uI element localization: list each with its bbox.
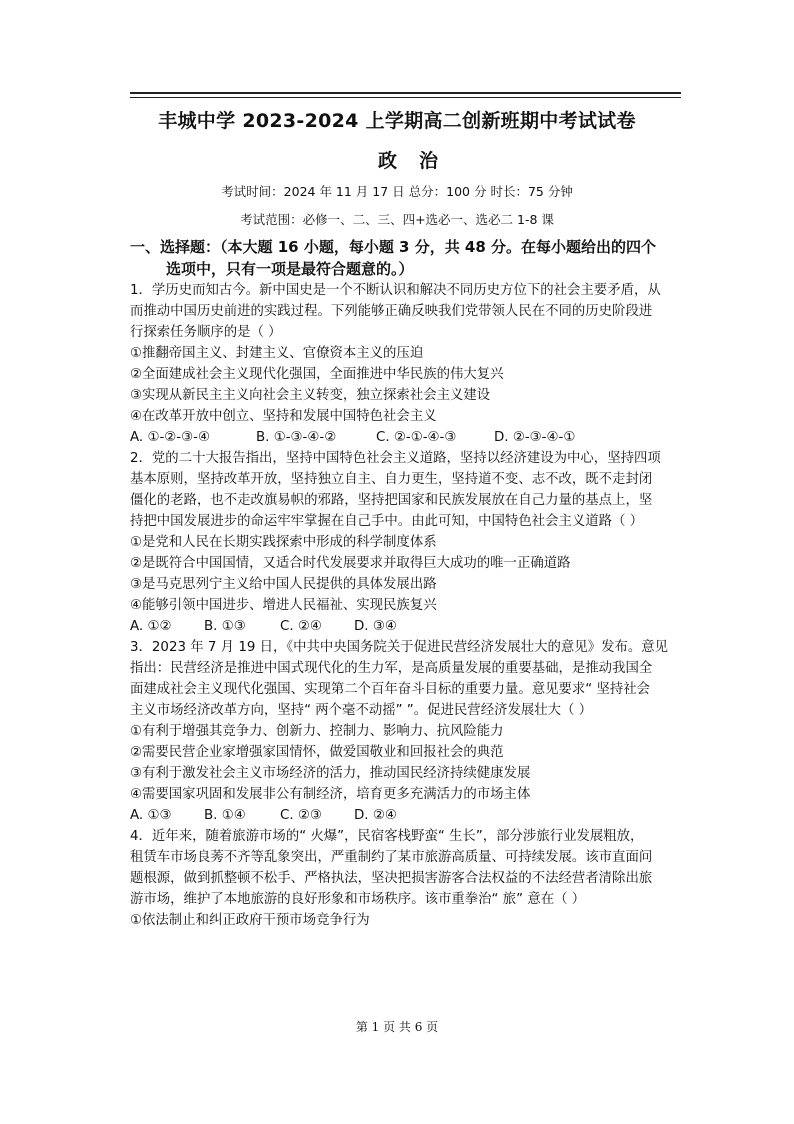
option-b: B. ①④ [204,808,246,823]
question-stem-line: 4．近年来，随着旅游市场的“ 火爆”，民宿客栈野蛮“ 生长”，部分涉旅行业发展粗放， [130,829,644,844]
option-a: A. ①③ [130,808,172,823]
statement-item: ④能够引领中国进步、增进人民福祉、实现民族复兴 [130,598,437,613]
option-c: C. ②④ [280,619,322,634]
question-stem-line: 行探索任务顺序的是（ ） [130,325,282,340]
question-list [130,280,690,931]
question-stem-line: 僵化的老路，也不走改旗易帜的邪路，坚持把国家和民族发展放在自己力量的基点上，坚 [130,493,653,508]
option-d: D. ③④ [354,619,397,634]
header-rule-thin [130,97,681,98]
section-heading-line2: 选项中，只有一项是最符合题意的。） [166,260,414,278]
statement-item: ①有利于增强其竞争力、创新力、控制力、影响力、抗风险能力 [130,724,504,739]
statement-item: ③是马克思列宁主义给中国人民提供的具体发展出路 [130,577,437,592]
question-2 [130,448,690,637]
option-a: A. ①② [130,619,172,634]
answer-options [130,616,690,637]
question-4 [130,826,690,931]
exam-subject: 政治 [377,150,460,172]
question-stem-line: 题根源，做到抓整顿不松手、严格执法，坚决把损害游客合法权益的不法经营者清除出旅 [130,871,653,886]
statement-item: ②需要民营企业家增强家国情怀，做爱国敬业和回报社会的典范 [130,745,504,760]
exam-info-time: 考试时间：2024 年 11 月 17 日 总分：100 分 时长：75 分钟 [221,184,573,199]
statement-item: ④在改革开放中创立、坚持和发展中国特色社会主义 [130,409,437,424]
exam-info-scope: 考试范围：必修一、二、三、四+选必一、选必二 1-8 课 [240,212,554,227]
statement-item: ④需要国家巩固和发展非公有制经济，培育更多充满活力的市场主体 [130,787,531,802]
question-stem-line: 而推动中国历史前进的实践过程。下列能够正确反映我们党带领人民在不同的历史阶段进 [130,304,653,319]
question-stem-line: 游市场，维护了本地旅游的良好形象和市场秩序。该市重拳治“ 旅” 意在（ ） [130,892,586,907]
statement-item: ①是党和人民在长期实践探索中形成的科学制度体系 [130,535,437,550]
statement-item: ②全面建成社会主义现代化强国，全面推进中华民族的伟大复兴 [130,367,504,382]
question-stem-line: 主义市场经济改革方向，坚持“ 两个毫不动摇” ”。促进民营经济发展壮大（ ） [130,703,593,718]
statement-item: ①依法制止和纠正政府干预市场竞争行为 [130,913,370,928]
question-stem-line: 面建成社会主义现代化强国、实现第二个百年奋斗目标的重要力量。意见要求“ 坚持社会 [130,682,651,697]
option-d: D. ②④ [354,808,397,823]
section-heading [130,236,690,280]
option-b: B. ①③ [204,619,246,634]
option-b: B. ①-③-④-② [256,430,337,445]
question-stem-line: 租赁车市场良莠不齐等乱象突出，严重制约了某市旅游高质量、可持续发展。该市直面问 [130,850,653,865]
page-footer: 第 1 页 共 6 页 [355,1020,439,1034]
question-stem-line: 1．学历史而知古今。新中国史是一个不断认识和解决不同历史方位下的社会主要矛盾，从 [130,283,661,298]
question-stem-line: 指出：民营经济是推进中国式现代化的生力军，是高质量发展的重要基础，是推动我国全 [130,661,653,676]
statement-item: ②是既符合中国国情，又适合时代发展要求并取得巨大成功的唯一正确道路 [130,556,571,571]
exam-title: 丰城中学 2023-2024 上学期高二创新班期中考试试卷 [158,110,636,132]
question-stem-line: 2．党的二十大报告指出，坚持中国特色社会主义道路，坚持以经济建设为中心，坚持四项 [130,451,661,466]
header-rule-thick [130,92,681,94]
question-stem-line: 3．2023 年 7 月 19 日，《中共中央国务院关于促进民营经济发展壮大的意见》发布。意见 [130,640,669,655]
question-stem-line: 持把中国发展进步的命运牢牢掌握在自己手中。由此可知，中国特色社会主义道路（ ） [130,514,644,529]
option-a: A. ①-②-③-④ [130,430,210,445]
section-heading-line1: 一、选择题：（本大题 16 小题，每小题 3 分，共 48 分。在每小题给出的四个 [130,238,657,256]
question-1 [130,280,690,448]
option-c: C. ②③ [280,808,322,823]
statement-item: ③实现从新民主主义向社会主义转变，独立探索社会主义建设 [130,388,491,403]
answer-options [130,427,690,448]
option-d: D. ②-③-④-① [494,430,576,445]
statement-item: ①推翻帝国主义、封建主义、官僚资本主义的压迫 [130,346,424,361]
statement-item: ③有利于激发社会主义市场经济的活力，推动国民经济持续健康发展 [130,766,531,781]
answer-options [130,805,690,826]
question-3 [130,637,690,826]
option-c: C. ②-①-④-③ [376,430,457,445]
question-stem-line: 基本原则，坚持改革开放，坚持独立自主、自力更生，坚持道不变、志不改，既不走封闭 [130,472,653,487]
